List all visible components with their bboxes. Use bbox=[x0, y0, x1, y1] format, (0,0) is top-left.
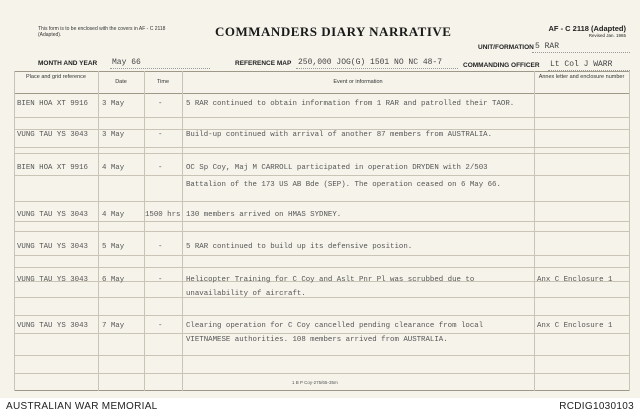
event-cell: Build-up continued with arrival of another 87 members from AUSTRALIA. bbox=[186, 131, 493, 139]
date-cell: 5 May bbox=[102, 243, 125, 251]
place-cell: VUNG TAU YS 3043 bbox=[17, 322, 88, 330]
rule bbox=[14, 373, 630, 374]
print-mark: 1 B P Coy-275/65-35m bbox=[292, 380, 338, 385]
column-header-annex: Annex letter and enclosure number bbox=[538, 74, 625, 80]
place-cell: BIEN HOA XT 9916 bbox=[17, 164, 88, 172]
rule bbox=[14, 117, 630, 118]
rule bbox=[14, 221, 630, 222]
unit-underline bbox=[532, 52, 630, 53]
header-bottom-border bbox=[14, 93, 630, 94]
reference-label: REFERENCE MAP bbox=[235, 60, 292, 67]
unit-label: UNIT/FORMATION bbox=[478, 44, 534, 51]
enclosure-note: This form is to be enclosed with the covers in AF - C 2118 (Adapted). bbox=[38, 26, 166, 38]
commanding-officer-value: Lt Col J WARR bbox=[550, 60, 613, 69]
date-cell: 3 May bbox=[102, 100, 125, 108]
reference-value: 250,000 JOG(G) 1501 NO NC 48-7 bbox=[298, 58, 443, 67]
rule bbox=[14, 129, 630, 130]
rule bbox=[14, 315, 630, 316]
column-header-date: Date bbox=[115, 79, 127, 85]
unit-value: 5 RAR bbox=[535, 42, 560, 51]
event-cell: VIETNAMESE authorities. 108 members arrived from AUSTRALIA. bbox=[186, 336, 448, 344]
event-cell: Clearing operation for C Coy cancelled pending clearance from local bbox=[186, 322, 484, 330]
rule bbox=[14, 355, 630, 356]
column-header-event: Event or information bbox=[333, 79, 383, 85]
rule bbox=[14, 255, 630, 256]
place-cell: VUNG TAU YS 3043 bbox=[17, 131, 88, 139]
document-id: RCDIG1030103 bbox=[559, 401, 634, 412]
place-cell: VUNG TAU YS 3043 bbox=[17, 211, 88, 219]
reference-underline bbox=[296, 68, 458, 69]
rule bbox=[14, 297, 630, 298]
event-cell: 5 RAR continued to build up its defensive position. bbox=[186, 243, 413, 251]
annex-cell: Anx C Enclosure 1 bbox=[537, 322, 613, 330]
time-cell: - bbox=[158, 164, 163, 172]
column-header-place: Place and grid reference bbox=[26, 74, 86, 80]
event-cell: 5 RAR continued to obtain information from 1 RAR and patrolled their TAOR. bbox=[186, 100, 515, 108]
event-cell: 130 members arrived on HMAS SYDNEY. bbox=[186, 211, 342, 219]
time-cell: 1500 hrs bbox=[145, 211, 181, 219]
time-cell: - bbox=[158, 276, 163, 284]
date-cell: 4 May bbox=[102, 164, 125, 172]
column-header-time: Time bbox=[156, 79, 170, 85]
month-underline bbox=[110, 68, 210, 69]
time-cell: - bbox=[158, 243, 163, 251]
form-number: AF - C 2118 (Adapted) bbox=[548, 24, 626, 33]
rule bbox=[14, 231, 630, 232]
time-cell: - bbox=[158, 131, 163, 139]
rule bbox=[14, 267, 630, 268]
date-cell: 3 May bbox=[102, 131, 125, 139]
time-cell: - bbox=[158, 322, 163, 330]
page-title: COMMANDERS DIARY NARRATIVE bbox=[215, 24, 452, 39]
event-cell: OC Sp Coy, Maj M CARROLL participated in operation DRYDEN with 2/503 bbox=[186, 164, 488, 172]
annex-cell: Anx C Enclosure 1 bbox=[537, 276, 613, 284]
diary-table bbox=[14, 71, 630, 391]
form-code bbox=[548, 24, 626, 38]
revision-date: Revised Jan. 1965 bbox=[588, 33, 626, 38]
time-cell: - bbox=[158, 100, 163, 108]
archive-footer bbox=[0, 398, 640, 416]
date-cell: 7 May bbox=[102, 322, 125, 330]
rule bbox=[14, 333, 630, 334]
event-cell: unavailability of aircraft. bbox=[186, 290, 306, 298]
place-cell: BIEN HOA XT 9916 bbox=[17, 100, 88, 108]
commanding-officer-label: COMMANDING OFFICER bbox=[463, 62, 540, 69]
table-top-border bbox=[14, 71, 630, 72]
month-label: MONTH AND YEAR bbox=[38, 60, 98, 67]
table-bottom-border bbox=[14, 390, 630, 391]
event-cell: Battalion of the 173 US AB Bde (SEP). The operation ceased on 6 May 66. bbox=[186, 181, 501, 189]
archive-name: AUSTRALIAN WAR MEMORIAL bbox=[6, 401, 158, 412]
date-cell: 6 May bbox=[102, 276, 125, 284]
rule bbox=[14, 175, 630, 176]
date-cell: 4 May bbox=[102, 211, 125, 219]
rule bbox=[14, 153, 630, 154]
place-cell: VUNG TAU YS 3043 bbox=[17, 276, 88, 284]
month-value: May 66 bbox=[112, 58, 141, 67]
rule bbox=[14, 147, 630, 148]
rule bbox=[14, 201, 630, 202]
event-cell: Helicopter Training for C Coy and Aslt Pnr Pl was scrubbed due to bbox=[186, 276, 475, 284]
place-cell: VUNG TAU YS 3043 bbox=[17, 243, 88, 251]
